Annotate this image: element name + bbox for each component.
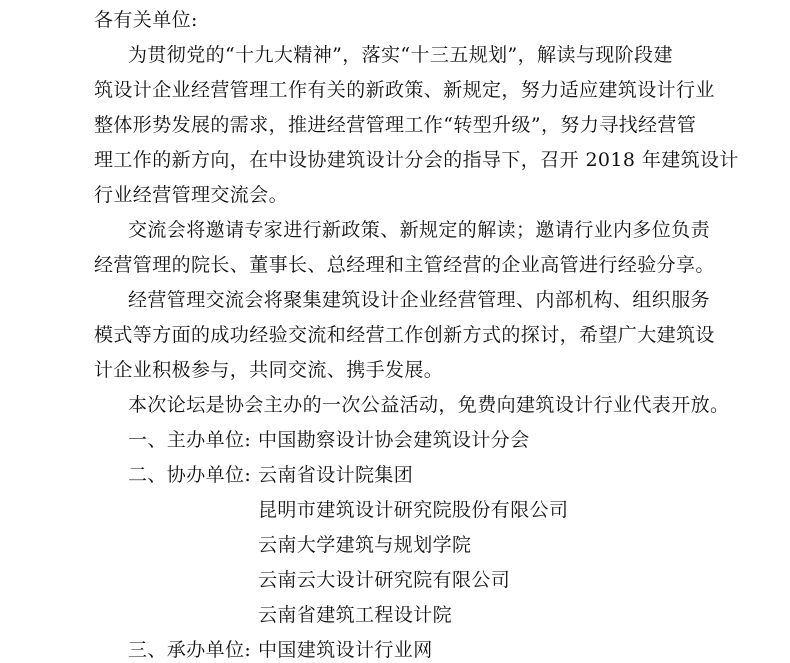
paragraph-3-line-3: 计企业积极参与，共同交流、携手发展。	[94, 359, 444, 381]
paragraph-1-line-3: 整体形势发展的需求，推进经营管理工作“转型升级”，努力寻找经营管	[94, 114, 697, 136]
co-organizer-value-4: 云南云大设计研究院有限公司	[258, 569, 511, 591]
paragraph-1-line-4: 理工作的新方向，在中设协建筑设计分会的指导下，召开 2018 年建筑设计	[94, 149, 739, 171]
co-organizer-value-5: 云南省建筑工程设计院	[258, 604, 453, 626]
salutation: 各有关单位:	[94, 9, 198, 31]
co-organizer-value-1: 云南省设计院集团	[258, 464, 414, 486]
host-label: 三、承办单位:	[128, 639, 252, 661]
co-organizer-value-3: 云南大学建筑与规划学院	[258, 534, 472, 556]
paragraph-1-line-1: 为贯彻党的“十九大精神”，落实“十三五规划”，解读与现阶段建	[128, 44, 673, 66]
paragraph-3-line-2: 模式等方面的成功经验交流和经营工作创新方式的探讨，希望广大建筑设	[94, 324, 715, 346]
organizer-label: 一、主办单位:	[128, 429, 252, 451]
paragraph-2-line-1: 交流会将邀请专家进行新政策、新规定的解读；邀请行业内多位负责	[128, 219, 711, 241]
paragraph-4-line-1: 本次论坛是协会主办的一次公益活动，免费向建筑设计行业代表开放。	[128, 394, 730, 416]
co-organizer-value-2: 昆明市建筑设计研究院股份有限公司	[258, 499, 569, 521]
co-organizer-label: 二、协办单位:	[128, 464, 252, 486]
host-value: 中国建筑设计行业网	[258, 639, 433, 661]
paragraph-1-line-2: 筑设计企业经营管理工作有关的新政策、新规定，努力适应建筑设计行业	[94, 79, 715, 101]
paragraph-2-line-2: 经营管理的院长、董事长、总经理和主管经营的企业高管进行经验分享。	[94, 254, 715, 276]
paragraph-3-line-1: 经营管理交流会将聚集建筑设计企业经营管理、内部机构、组织服务	[128, 289, 711, 311]
paragraph-1-line-5: 行业经营管理交流会。	[94, 184, 289, 206]
organizer-value: 中国勘察设计协会建筑设计分会	[258, 429, 530, 451]
